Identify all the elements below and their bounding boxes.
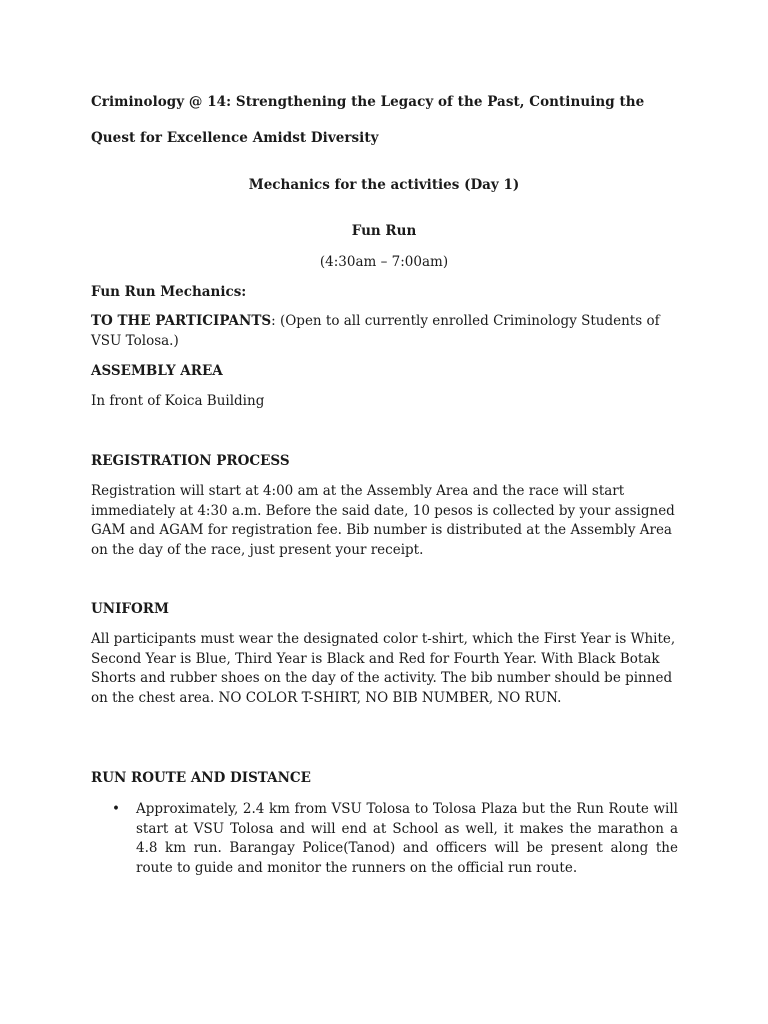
registration-text: Registration will start at 4:00 am at the Assembly Area and the race will start immediately at 4:30 a.m. Before the said date, 10 pesos is collected by your assigned GAM and AGAM for registration fee. Bib number is distributed at the Assembly Area on the day of the race, just present your receipt. xyxy=(91,483,675,558)
uniform-text: All participants must wear the designated color t-shirt, which the First Year is White, Second Year is Blue, Third Year is Black and Red for Fourth Year. With Black Botak Shorts and rubber shoes on the day of the activity. The bib number should be pinned on the chest area. NO COLOR T-SHIRT, NO BIB NUMBER, NO RUN. xyxy=(91,631,676,706)
route-item-text: Approximately, 2.4 km from VSU Tolosa to Tolosa Plaza but the Run Route will start at VSU Tolosa and will end at School as well, it makes the marathon a 4.8 km run. Barangay Police(Tanod) and officers will be present along the route to guide and monitor the runners on the official run route. xyxy=(136,801,678,876)
bullet-icon: • xyxy=(112,801,120,817)
event-name: Fun Run xyxy=(351,223,417,239)
participants-paragraph xyxy=(91,312,681,351)
assembly-text: In front of Koica Building xyxy=(91,393,265,409)
mechanics-heading: Fun Run Mechanics: xyxy=(91,284,247,300)
event-time: (4:30am – 7:00am) xyxy=(319,254,449,270)
uniform-heading: UNIFORM xyxy=(91,601,169,617)
assembly-heading: ASSEMBLY AREA xyxy=(91,363,223,379)
subtitle: Mechanics for the activities (Day 1) xyxy=(248,177,520,193)
participants-text: : (Open to all currently enrolled Criminology Students of VSU Tolosa.) xyxy=(91,313,660,349)
route-heading: RUN ROUTE AND DISTANCE xyxy=(91,770,311,786)
registration-heading: REGISTRATION PROCESS xyxy=(91,453,290,469)
title-line-1: Criminology @ 14: Strengthening the Legacy of the Past, Continuing the xyxy=(91,94,645,110)
title-line-2: Quest for Excellence Amidst Diversity xyxy=(91,130,379,146)
participants-label: TO THE PARTICIPANTS xyxy=(91,313,272,329)
